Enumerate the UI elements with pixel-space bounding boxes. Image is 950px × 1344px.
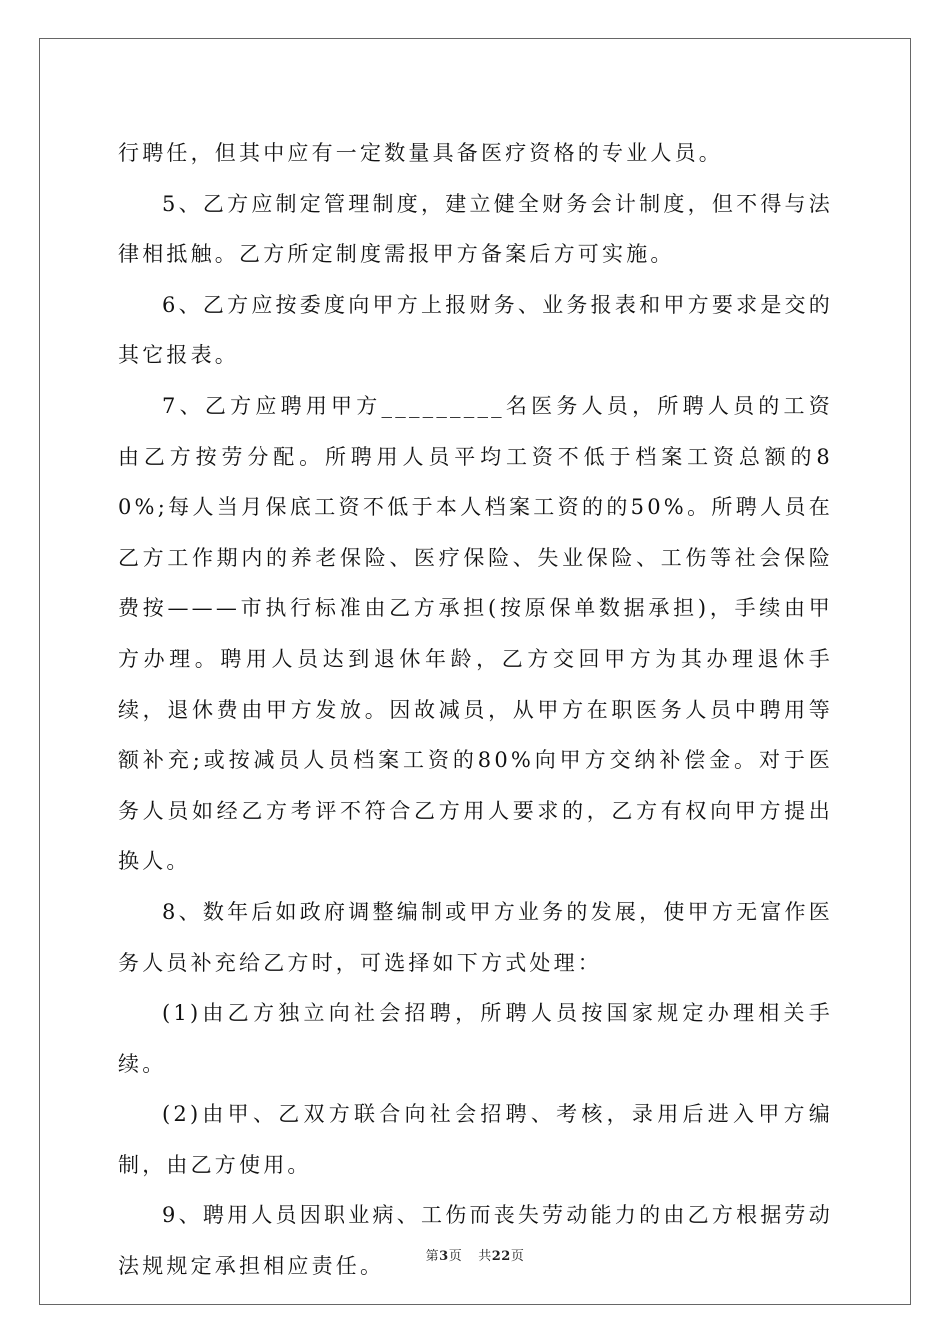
total-pages: 22 [491,1249,511,1264]
total-suffix: 页 [510,1249,525,1264]
paragraph-clause-6: 6、乙方应按委度向甲方上报财务、业务报表和甲方要求是交的其它报表。 [118,292,833,368]
paragraph-clause-8-option-1: (1)由乙方独立向社会招聘，所聘人员按国家规定办理相关手续。 [118,1001,833,1076]
paragraph-clause-8: 8、数年后如政府调整编制或甲方业务的发展，使甲方无富作医务人员补充给乙方时，可选择如下方式处理： [118,899,833,975]
paragraph-clause-7: 7、乙方应聘用甲方_________名医务人员，所聘人员的工资由乙方按劳分配。所聘用人员平均工资不低于档案工资总额的80%;每人当月保底工资不低于本人档案工资的的50%。所聘人员在乙方工作期内的养老保险、医疗保险、失业保险、工伤等社会保险费按———市执行标准由乙方承担(按原保单数据承担)，手续由甲方办理。聘用人员达到退休年龄，乙方交回甲方为其办理退休手续，退休费由甲方发放。因故减员，从甲方在职医务人员中聘用等额补充;或按减员人员档案工资的80%向甲方交纳补偿金。对于医务人员如经乙方考评不符合乙方用人要求的，乙方有权向甲方提出换人。 [118,393,833,874]
total-prefix: 共 [478,1249,492,1264]
page-footer [0,1245,950,1264]
paragraph-continuation: 行聘任，但其中应有一定数量具备医疗资格的专业人员。 [118,141,723,165]
paragraph-clause-5: 5、乙方应制定管理制度，建立健全财务会计制度，但不得与法律相抵触。乙方所定制度需报甲方备案后方可实施。 [118,191,833,267]
document-body [118,128,833,1292]
page-prefix: 第 [425,1249,440,1264]
page-number: 3 [439,1249,449,1264]
page-suffix: 页 [448,1249,463,1264]
paragraph-clause-8-option-2: (2)由甲、乙双方联合向社会招聘、考核，录用后进入甲方编制，由乙方使用。 [118,1102,833,1177]
paragraph-clause-9: 9、聘用人员因职业病、工伤而丧失劳动能力的由乙方根据劳动法规规定承担相应责任。 [118,1203,833,1279]
